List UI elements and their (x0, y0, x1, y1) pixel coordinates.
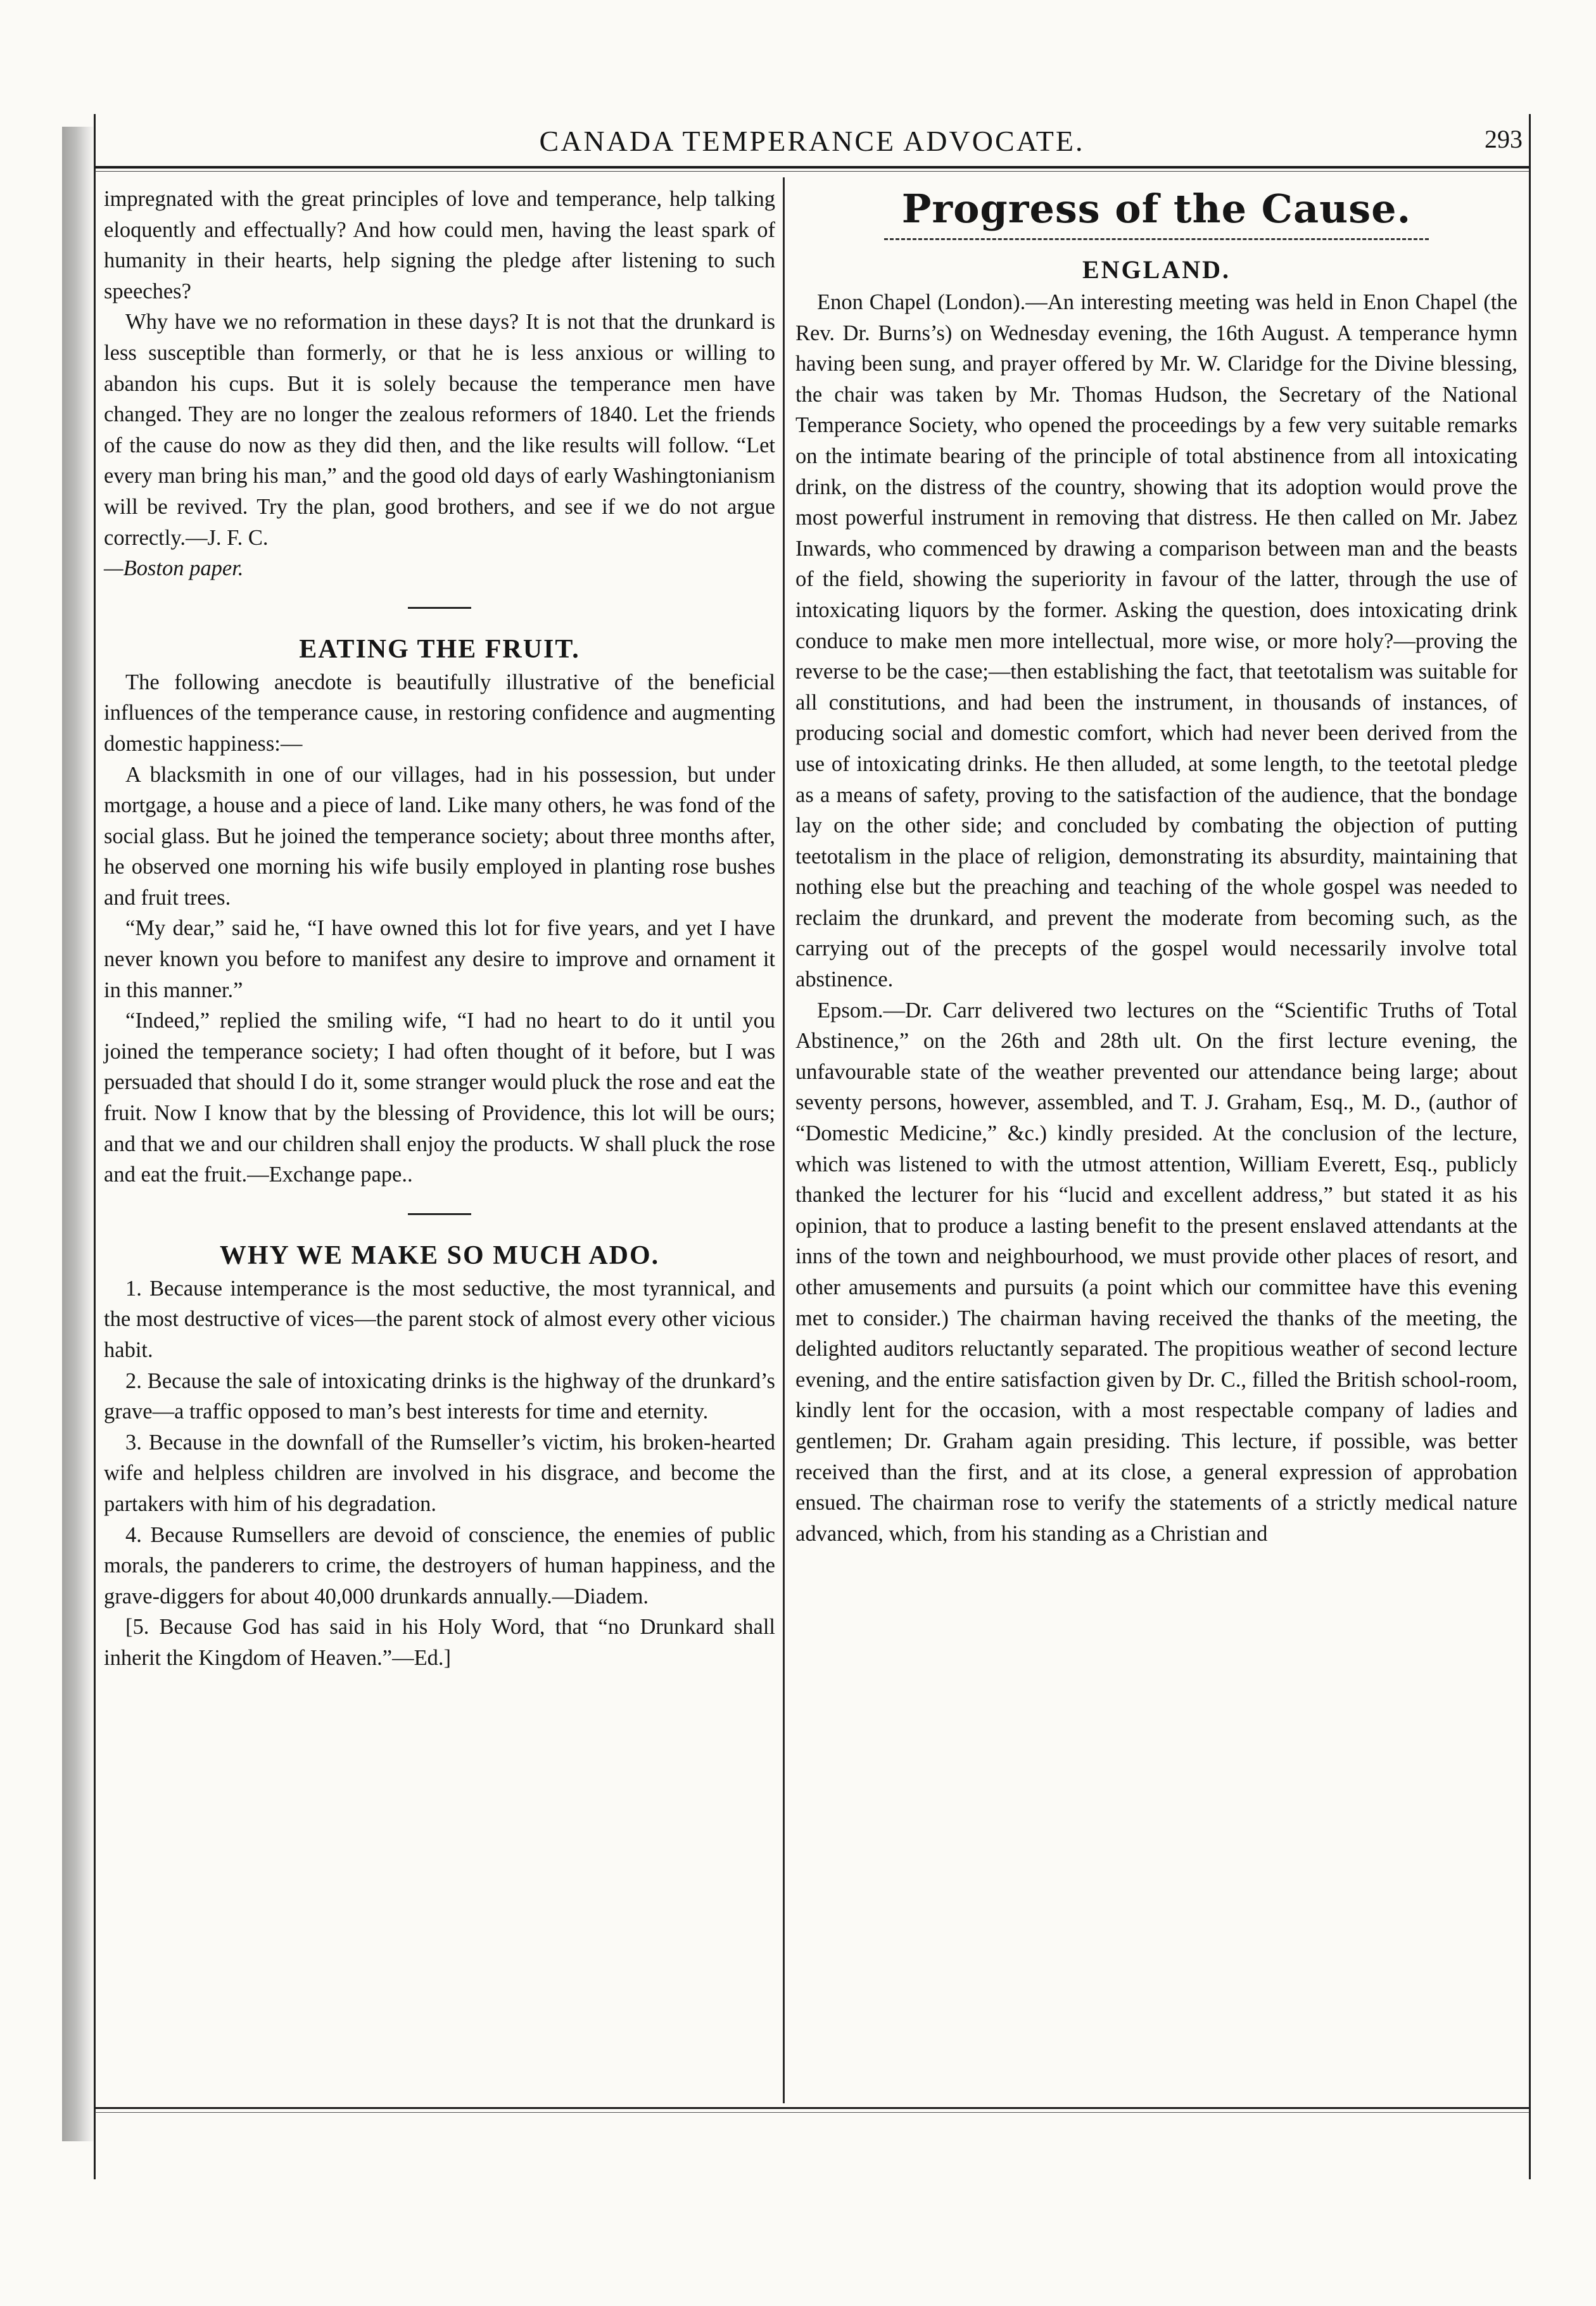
source-credit: —Boston paper. (104, 556, 244, 581)
paragraph: “Indeed,” replied the smiling wife, “I had no heart to do it until you joined the temperance society; I had often thought of it before, but I was persuaded that should I do it, some stranger would pluck the rose and eat the fruit. Now I know that by the blessing of Providence, this lot will be ours; and that we and our children shall enjoy the products. W shall pluck the rose and eat the fruit.—Exchange pape.. (104, 1009, 775, 1187)
right-column (795, 184, 1517, 1549)
section-title: Progress of the Cause. (901, 186, 1412, 232)
page-number: 293 (1485, 125, 1523, 153)
list-item: 2. Because the sale of intoxicating drinks is the highway of the drunkard’s grave—a traffic opposed to man’s best interests for time and eternity. (104, 1368, 775, 1424)
paragraph: Why have we no reformation in these days? It is not that the drunkard is less susceptible than formerly, or that he is less anxious or willing to abandon his cups. But it is solely because the temperance men have changed. They are no longer the zealous reformers of 1840. Let the friends of the cause do now as they did then, and the like results will follow. “Let every man bring his man,” and the good old days of early Washingtonianism will be revived. Try the plan, good brothers, and see if we do not argue correctly.—J. F. C. (104, 310, 775, 550)
list-item: 3. Because in the downfall of the Rumseller’s victim, his broken-hearted wife and helpless children are involved in his disgrace, and become the partakers with him of his degradation. (104, 1430, 775, 1516)
paragraph: Epsom.—Dr. Carr delivered two lectures on the “Scientific Truths of Total Abstinence,” on the 26th and 28th ult. On the first lecture evening, the unfavourable state of the weather prevented our attendance being large; about seventy persons, however, assembled, and T. J. Graham, Esq., M. D., (author of “Domestic Medicine,” &c.) kindly presided. At the conclusion of the lecture, which was listened to with the utmost attention, William Everett, Esq., publicly thanked the lecturer for his “lucid and excellent address,” but stated it as his opinion, that to produce a lasting benefit to the present enslaved attendants at the inns of the town and neighbourhood, we must provide other places of resort, and other amusements and pursuits (a point which our committee have this evening met to consider.) The chairman having received the thanks of the meeting, the delighted auditors reluctantly separated. The propitious weather of second lecture evening, and the entire satisfaction given by Dr. C., filled the British school-room, kindly lent for the occasion, with a most respectable company of ladies and gentlemen; Dr. Graham again presiding. This lecture, if possible, was better received than the first, and at its close, a general expression of approbation ensued. The chairman rose to verify the statements of a strictly medical nature advanced, which, from his standing as a Christian and (795, 998, 1517, 1546)
paragraph: A blacksmith in one of our villages, had in his possession, but under mortgage, a house and a piece of land. Like many others, he was fond of the social glass. But he joined the temperance society; about three months after, he observed one morning his wife busily employed in planting rose bushes and fruit trees. (104, 762, 775, 910)
paragraph: The following anecdote is beautifully illustrative of the beneficial influences of the temperance cause, in restoring confidence and augmenting domestic happiness:— (104, 670, 775, 756)
paragraph: “My dear,” said he, “I have owned this lot for five years, and yet I have never known you before to manifest any desire to improve and ornament it in this manner.” (104, 916, 775, 1002)
page-binding-shadow (62, 127, 95, 2141)
article-heading-why-we-make-so-much-ado: WHY WE MAKE SO MUCH ADO. (219, 1240, 660, 1270)
article-heading-eating-the-fruit: EATING THE FRUIT. (299, 634, 580, 664)
section-separator (408, 607, 471, 609)
header-rule (95, 166, 1529, 169)
footer-rule-thin (95, 2112, 1529, 2113)
page-frame-right-rule (1529, 114, 1531, 2179)
list-item: 4. Because Rumsellers are devoid of conscience, the enemies of public morals, the panderers to crime, the destroyers of human happiness, and the grave-diggers for about 40,000 drunkards annually.—Diadem. (104, 1522, 775, 1608)
section-separator (408, 1213, 471, 1215)
running-title: CANADA TEMPERANCE ADVOCATE. (539, 125, 1085, 157)
footer-rule (95, 2107, 1529, 2109)
list-item: 1. Because intemperance is the most seductive, the most tyrannical, and the most destructive of vices—the parent stock of almost every other vicious habit. (104, 1276, 775, 1362)
title-dashed-rule (884, 238, 1429, 240)
page-header (95, 120, 1529, 171)
left-column (104, 184, 775, 1674)
header-rule-thin (95, 171, 1529, 172)
paragraph: Enon Chapel (London).—An interesting meeting was held in Enon Chapel (the Rev. Dr. Burns’s) on Wednesday evening, the 16th August. A temperance hymn having been sung, and prayer offered by Mr. W. Claridge for the Divine blessing, the chair was taken by Mr. Thomas Hudson, the Secretary of the National Temperance Society, who opened the proceedings by a few very suitable remarks on the intimate bearing of the principle of total abstinence from all intoxicating drink, on the distress of the country, showing that its adoption would prove the most powerful instrument in removing that distress. He then called on Mr. Jabez Inwards, who commenced by drawing a comparison between man and the beasts of the field, showing the superiority in favour of the latter, through the use of intoxicating liquors by the former. Asking the question, does intoxicating drink conduce to make men more intellectual, more wise, or more holy?—proving the reverse to be the case;—then establishing the fact, that teetotalism was suitable for all constitutions, and had been the instrument, in thousands of instances, of producing social and domestic comfort, which had never been derived from the use of intoxicating drinks. He then alluded, at some length, to the teetotal pledge as a means of safety, proving to the satisfaction of the audience, that the bondage lay on the other side; and concluded by combating the objection of putting teetotalism in the place of religion, demonstrating its absurdity, maintaining that nothing else but the preaching and teaching of the whole gospel was needed to reclaim the drunkard, and prevent the moderate from becoming such, as the carrying out of the precepts of the gospel would necessarily involve total abstinence. (795, 290, 1517, 992)
page-frame-left-rule (94, 114, 96, 2179)
paragraph: impregnated with the great principles of love and temperance, help talking eloquently and effectually? And how could men, having the least spark of humanity in their hearts, help signing the pledge after listening to such speeches? (104, 187, 775, 303)
list-item: [5. Because God has said in his Holy Word, that “no Drunkard shall inherit the Kingdom of Heaven.”—Ed.] (104, 1615, 775, 1670)
country-subheading: ENGLAND. (1082, 255, 1231, 284)
column-divider (783, 177, 785, 2103)
